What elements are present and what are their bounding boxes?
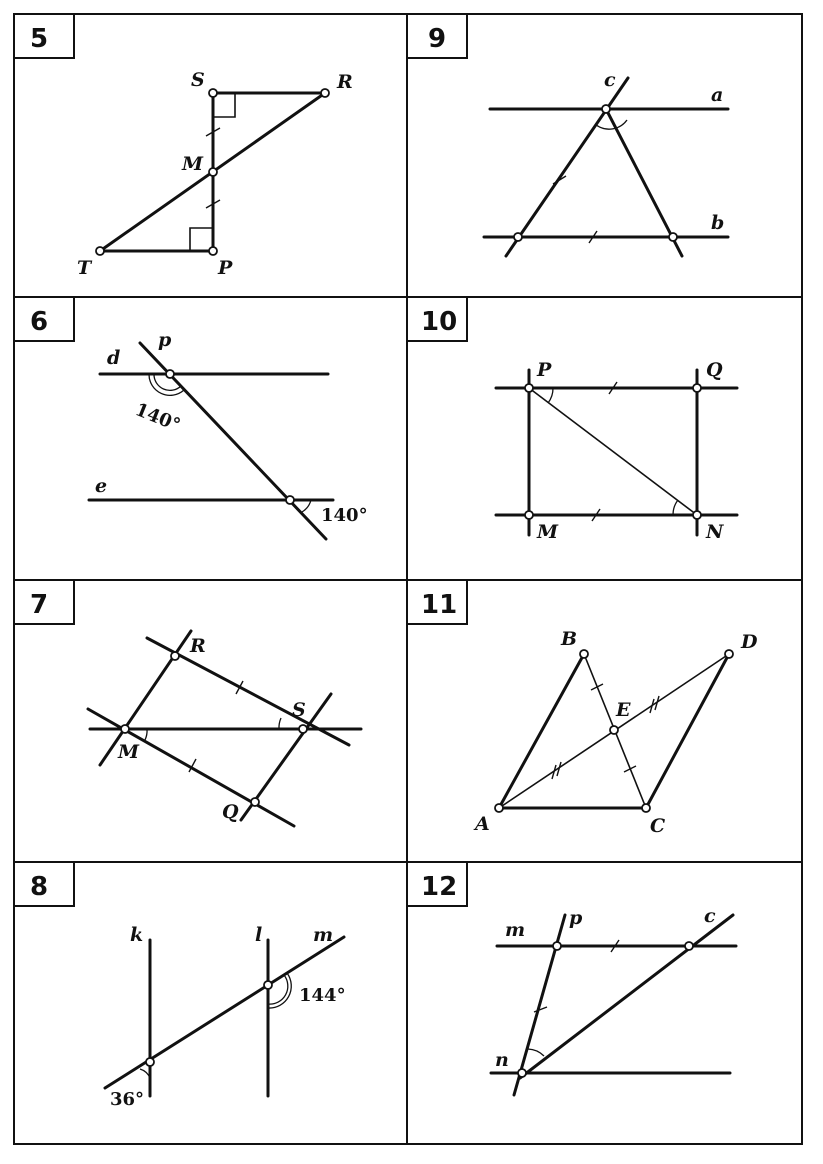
- cell-number: 9: [428, 24, 447, 54]
- figure-11: [495, 650, 733, 812]
- cell-number: 12: [421, 872, 458, 902]
- cell-number: 11: [421, 590, 458, 620]
- point-label-D: D: [741, 631, 758, 653]
- cell-number: 5: [30, 24, 49, 54]
- figure-9: [484, 78, 728, 256]
- line-label-k: k: [130, 924, 144, 946]
- point-label-R: R: [190, 635, 206, 657]
- line-label-m: m: [505, 919, 526, 941]
- line-label-p: p: [569, 907, 583, 929]
- cell-6: [14, 297, 368, 539]
- point-label-S: S: [191, 69, 205, 91]
- point-label-S: S: [292, 699, 306, 721]
- line-label-a: a: [711, 84, 724, 106]
- angle-label-lower: 36°: [110, 1089, 145, 1110]
- figure-5: [96, 89, 329, 255]
- line-label-c: c: [604, 69, 616, 91]
- line-label-b: b: [711, 212, 725, 234]
- cell-number: 10: [421, 307, 458, 337]
- cell-9: [407, 14, 728, 256]
- line-label-p: p: [158, 329, 172, 351]
- cell-7: [14, 580, 361, 826]
- point-label-Q: Q: [222, 801, 239, 823]
- cell-8: [14, 862, 346, 1110]
- figure-7: [88, 631, 361, 826]
- point-label-n: n: [495, 1049, 509, 1071]
- point-label-P: P: [218, 257, 233, 279]
- point-label-R: R: [337, 71, 353, 93]
- line-label-c: c: [704, 905, 716, 927]
- cell-11: [407, 580, 758, 837]
- angle-label-upper: 144°: [299, 985, 346, 1006]
- figure-10: [496, 370, 737, 535]
- point-label-A: A: [475, 813, 490, 835]
- point-label-N: N: [706, 521, 724, 543]
- point-label-M: M: [118, 741, 140, 763]
- angle-label-upper: 140°: [132, 399, 184, 437]
- cell-number: 6: [30, 307, 49, 337]
- angle-label-lower: 140°: [321, 505, 368, 526]
- point-label-C: C: [650, 815, 666, 837]
- figure-8: [105, 937, 344, 1096]
- point-label-T: T: [77, 257, 92, 279]
- figure-12: [491, 915, 736, 1095]
- figure-6: [89, 343, 333, 539]
- line-label-e: e: [95, 475, 108, 497]
- cell-5: [14, 14, 353, 279]
- line-label-m: m: [313, 924, 334, 946]
- point-label-Q: Q: [706, 359, 723, 381]
- point-label-M: M: [182, 153, 204, 175]
- point-label-M: M: [537, 521, 559, 543]
- point-label-E: E: [616, 699, 631, 721]
- cell-10: [407, 297, 737, 543]
- point-label-P: P: [537, 359, 552, 381]
- cell-number: 7: [30, 590, 49, 620]
- cell-number: 8: [30, 872, 49, 902]
- line-label-l: l: [255, 924, 263, 946]
- line-label-d: d: [107, 347, 121, 369]
- point-label-B: B: [561, 628, 578, 650]
- cell-12: [407, 862, 736, 1095]
